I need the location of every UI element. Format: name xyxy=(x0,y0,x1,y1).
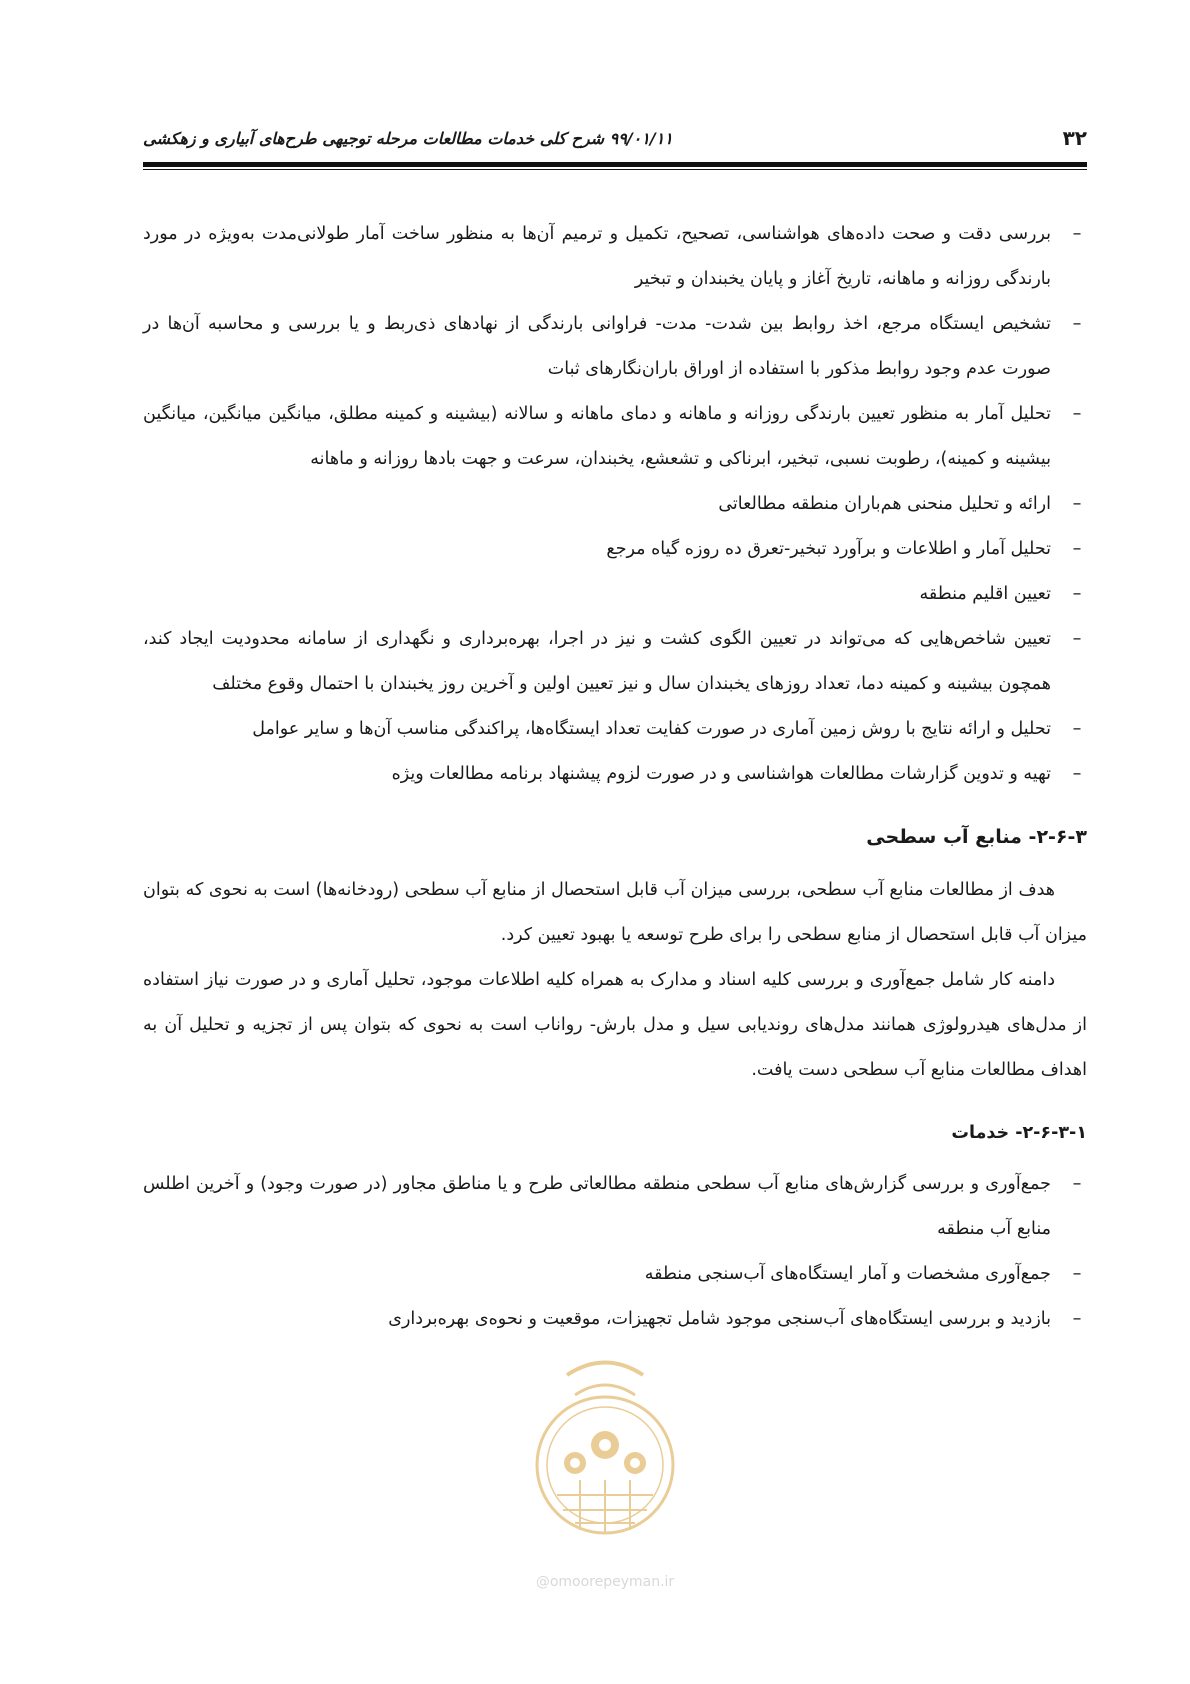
bullet-dash: – xyxy=(1072,1264,1082,1284)
list-item: – تعیین شاخص‌هایی که می‌تواند در تعیین الگوی کشت و نیز در اجرا، بهره‌برداری و نگهداری از سامانه محدودیت ایجاد کند، همچون بیشینه و کمینه دما، تعداد روزهای یخبندان سال و نیز تعیین اولین و آخرین روز یخبندان با احتمال وقوع مختلف xyxy=(143,617,1087,707)
bullet-dash: – xyxy=(1072,494,1082,514)
bullet-dash: – xyxy=(1072,584,1082,604)
meteorology-list xyxy=(143,212,1087,797)
watermark-website: @omoorepeyman.ir xyxy=(535,1574,675,1590)
paragraph: هدف از مطالعات منابع آب سطحی، بررسی میزان آب قابل استحصال از منابع آب سطحی (رودخانه‌ها) است به نحوی که بتوان میزان آب قابل استحصال از منابع سطحی را برای طرح توسعه یا بهبود تعیین کرد. xyxy=(143,880,1087,945)
bullet-dash: – xyxy=(1072,224,1082,244)
running-title: ۹۹/۰۱/۱۱ شرح کلی خدمات مطالعات مرحله توجیهی طرح‌های آبیاری و زهکشی xyxy=(143,128,673,148)
bullet-dash: – xyxy=(1072,1174,1082,1194)
paragraph: دامنه کار شامل جمع‌آوری و بررسی کلیه اسناد و مدارک به همراه کلیه اطلاعات موجود، تحلیل آماری و در صورت نیاز استفاده از مدل‌های هیدرولوژی همانند مدل‌های روندیابی سیل و مدل بارش- رواناب است به نحوی که بتوان پس از تجزیه و تحلیل آن به اهداف مطالعات منابع آب سطحی دست یافت. xyxy=(143,970,1087,1080)
section-heading: ۲-۶-۳- منابع آب سطحی xyxy=(866,826,1087,848)
list-item: – جمع‌آوری مشخصات و آمار ایستگاه‌های آب‌سنجی منطقه xyxy=(143,1252,1087,1297)
page-header xyxy=(143,123,1087,153)
list-item: – بازدید و بررسی ایستگاه‌های آب‌سنجی موجود شامل تجهیزات، موقعیت و نحوه‌ی بهره‌برداری xyxy=(143,1297,1087,1342)
subsection-heading: ۲-۶-۳-۱- خدمات xyxy=(951,1123,1087,1143)
main-content xyxy=(143,212,1087,1342)
list-item: – تحلیل آمار به منظور تعیین بارندگی روزانه و ماهانه و دمای ماهانه و سالانه (بیشینه و کمینه مطلق، میانگین میانگین، میانگین بیشینه و کمینه)، رطوبت نسبی، تبخیر، ابرناکی و تشعشع، یخبندان، سرعت و جهت بادها روزانه و ماهانه xyxy=(143,392,1087,482)
list-item: – ارائه و تحلیل منحنی هم‌باران منطقه مطالعاتی xyxy=(143,482,1087,527)
bullet-dash: – xyxy=(1072,629,1082,649)
bullet-dash: – xyxy=(1072,539,1082,559)
seal-logo-icon xyxy=(505,1345,705,1565)
header-rule-thin xyxy=(143,169,1087,170)
page-number: ۳۲ xyxy=(1062,126,1087,150)
list-item: – تحلیل و ارائه نتایج با روش زمین آماری در صورت کفایت تعداد ایستگاه‌ها، پراکندگی مناسب آن‌ها و سایر عوامل xyxy=(143,707,1087,752)
watermark-seal xyxy=(505,1345,705,1590)
list-item: – بررسی دقت و صحت داده‌های هواشناسی، تصحیح، تکمیل و ترمیم آن‌ها به منظور ساخت آمار طولانی‌مدت به‌ویژه در مورد بارندگی روزانه و ماهانه، تاریخ آغاز و پایان یخبندان و تبخیر xyxy=(143,212,1087,302)
bullet-dash: – xyxy=(1072,719,1082,739)
list-item: – تشخیص ایستگاه مرجع، اخذ روابط بین شدت- مدت- فراوانی بارندگی از نهادهای ذی‌ربط و یا بررسی و محاسبه آن‌ها در صورت عدم وجود روابط مذکور با استفاده از اوراق باران‌نگارهای ثبات xyxy=(143,302,1087,392)
bullet-dash: – xyxy=(1072,314,1082,334)
services-list xyxy=(143,1162,1087,1342)
list-item: – جمع‌آوری و بررسی گزارش‌های منابع آب سطحی منطقه مطالعاتی طرح و یا مناطق مجاور (در صورت وجود) و آخرین اطلس منابع آب منطقه xyxy=(143,1162,1087,1252)
list-item: – تعیین اقلیم منطقه xyxy=(143,572,1087,617)
bullet-dash: – xyxy=(1072,764,1082,784)
list-item: – تحلیل آمار و اطلاعات و برآورد تبخیر-تعرق ده روزه گیاه مرجع xyxy=(143,527,1087,572)
header-rule-thick xyxy=(143,162,1087,167)
bullet-dash: – xyxy=(1072,404,1082,424)
list-item: – تهیه و تدوین گزارشات مطالعات هواشناسی و در صورت لزوم پیشنهاد برنامه مطالعات ویژه xyxy=(143,752,1087,797)
bullet-dash: – xyxy=(1072,1309,1082,1329)
